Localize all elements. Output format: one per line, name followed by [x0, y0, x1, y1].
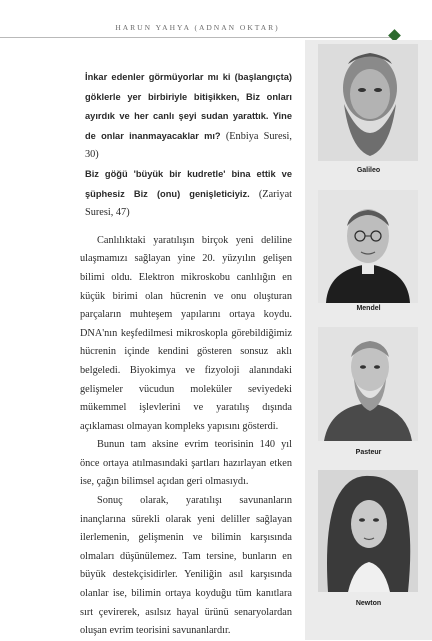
- running-header: HARUN YAHYA (ADNAN OKTAR): [115, 23, 280, 32]
- quote-enbiya: [80, 68, 292, 165]
- paragraph: Bunun tam aksine evrim teorisinin 140 yıl önce ortaya atılmasındaki şartları hazırlayan etken ise, çağın bilimsel açıdan geri olmasıydı.: [80, 439, 292, 488]
- portrait-caption-newton: Newton: [355, 600, 382, 607]
- galileo-portrait: [318, 44, 418, 161]
- mendel-portrait: [318, 190, 418, 303]
- main-text-column: [80, 68, 292, 641]
- portrait-caption-mendel: Mendel: [356, 305, 381, 312]
- body-text: [80, 232, 292, 641]
- pasteur-portrait: [318, 327, 418, 441]
- quote-reference: (Zariyat Suresi, 47): [85, 188, 293, 219]
- quote-text: İnkar edenler görmüyorlar mı ki (başlangıçta) göklerle yer birbiriyle bitişikken, Biz onları ayırdık ve her canlı şeyi sudan yarattık. Yine de onlar inanmayacaklar mı?: [85, 72, 292, 141]
- quote-reference: (Enbiya Suresi, 30): [85, 130, 292, 161]
- quote-text: Biz göğü 'büyük bir kudretle' bina ettik ve şüphesiz Biz (onu) genişleticiyiz.: [85, 168, 292, 199]
- newton-portrait: [318, 470, 418, 592]
- portrait-caption-pasteur: Pasteur: [355, 449, 382, 456]
- header-rule: [0, 37, 395, 38]
- paragraph: Sonuç olarak, yaratılışı savunanların inançlarına sürekli olarak yeni deliller sağlayan ilerlemenin, gelişmenin ve bilimin karşısında olmaları düşünülemez. Tam tersine, bunların en büyük destekçisidirler. Yeniliğin asıl karşısında olanlar ise, bilimin ortaya koyduğu tüm kanıtlara sırt çevirerek, asılsız hayal ürünü senaryolardan oluşan evrim teorisini savunanlardır.: [80, 495, 292, 637]
- quote-zariyat: [80, 165, 292, 223]
- portrait-caption-galileo: Galileo: [356, 167, 381, 174]
- paragraph: Canlılıktaki yaratılışın birçok yeni deliline ulaşmamızı sağlayan yine 20. yüzyılın gelişen bilimi oldu. Elektron mikroskobu canlılığın en küçük birimi olan hücrenin ve onu oluşturan parçaların muhteşem yapılarını ortaya koydu. DNA'nın keşfedilmesi mikroskopla görebildiğimiz hücrenin içinde kendini gösteren sonsuz aklı belgeledi. Biyokimya ve fizyoloji alanındaki gelişmeler vücudun moleküler seviyedeki mükemmel işlevlerini ve yaratılış dışında açıklaması olmayan kompleks yapısını gösterdi.: [80, 234, 292, 432]
